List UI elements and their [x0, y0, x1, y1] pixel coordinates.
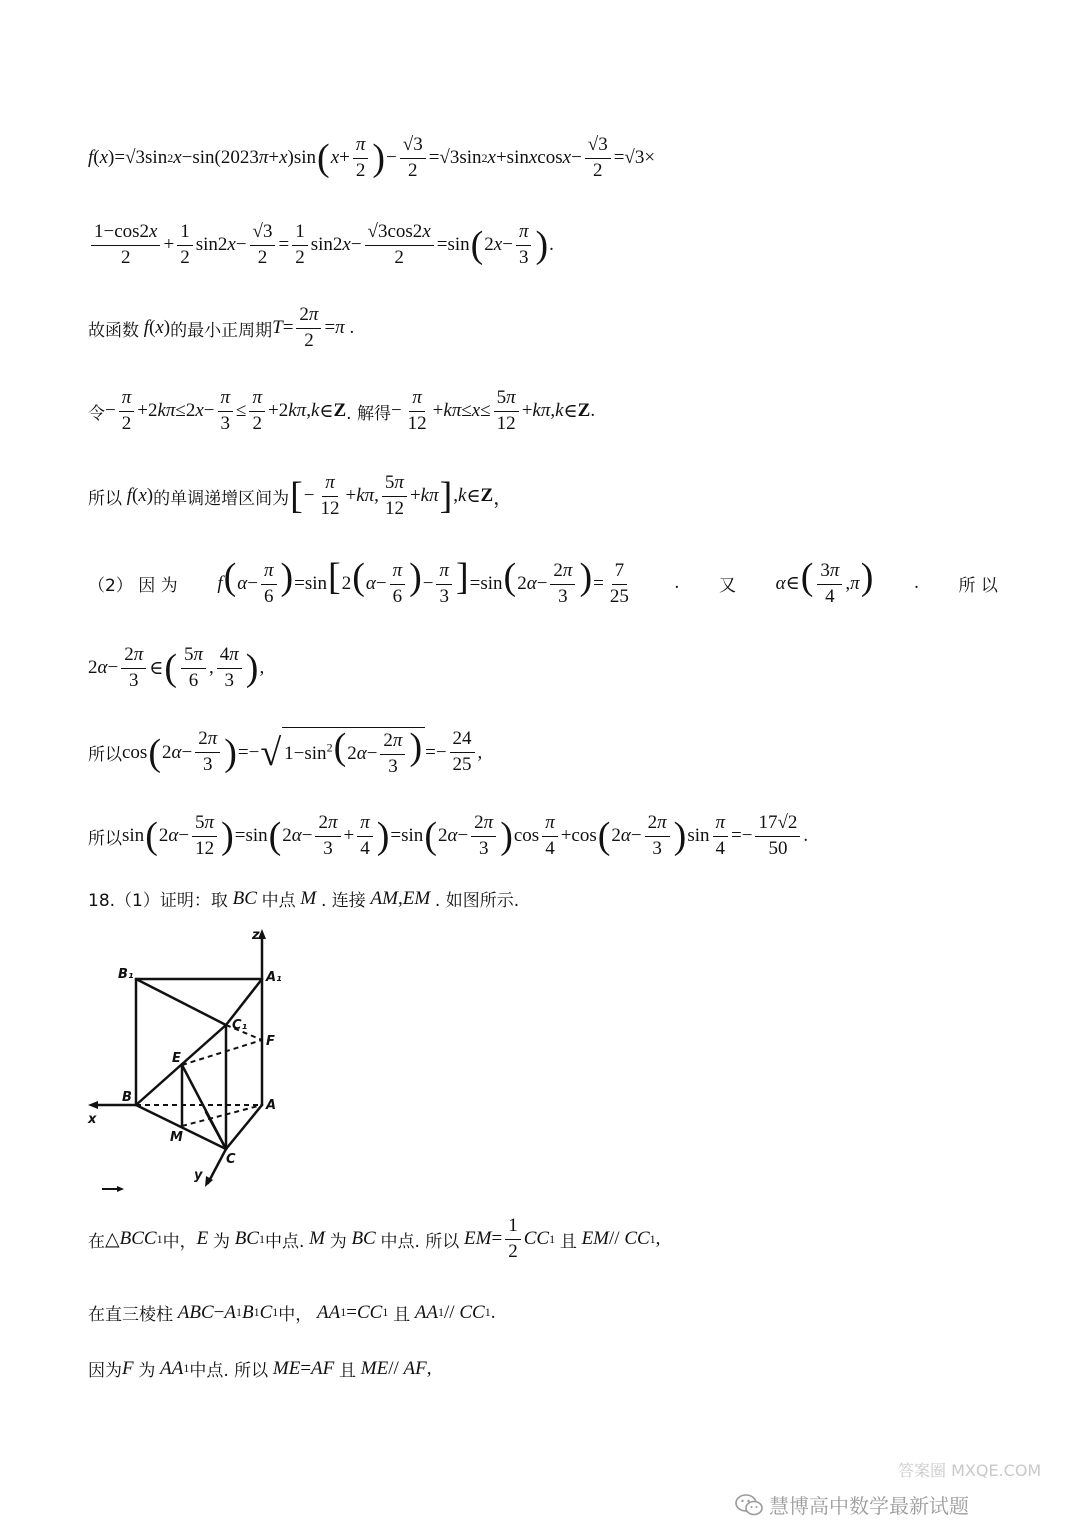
proof-line-2: 在直三棱柱 ABC − A 1 B 1 C 1 中， AA 1 = CC 1 且 AA 1 // CC 1 .	[88, 1301, 496, 1325]
label-b: B	[122, 1090, 132, 1105]
inequality-line: 令 − $\frac{\pi}{2}$ +2 kπ ≤2 x − $\frac{\pi}{3}$ ≤ $\frac{\pi}{2}$ +2 kπ , k ∈ Z . 解得 − $\frac{\pi}{12}$ + kπ ≤ x ≤ $\frac{5\pi}{12}$ + kπ , k ∈ Z .	[88, 387, 596, 434]
problem-18-line: 18.（1）证明：取 BC 中点 M . 连接 AM , EM . 如图所示.	[88, 887, 520, 911]
equation-line-1: f ( x )=√3sin 2 x −sin(2023 π + x )sin ( x + $\frac{\pi}{2}$ ) − $\frac{√3}{2}$ =√3sin 2 x +sin x cos x − $\frac{√3}{2}$ =√3×	[88, 134, 656, 181]
equation-line-2: $\frac{1-\cos 2x}{2}$ + $\frac{1}{2}$ sin2 x − $\frac{√3}{2}$ = $\frac{1}{2}$ sin2 x − $\frac{√3\cos 2x}{2}$ =sin ( 2 x − $\frac{\pi}{3}$ ) .	[88, 222, 554, 269]
label-x: x	[88, 1112, 97, 1127]
label-f: F	[266, 1034, 275, 1049]
cos-line: 所以 cos ( 2 α − $\frac{2\pi}{3}$ ) =− √ $1-\sin^2(2\alpha-$ $\frac{2\pi}{3}$ ) =− $\frac{24}{25}$ ,	[88, 726, 483, 778]
label-y: y	[194, 1168, 203, 1183]
period-line: 故函数 f ( x ) 的最小正周期 T = $\frac{2\pi}{2}$ = π .	[88, 304, 355, 351]
proof-line-3: 因为 F 为 AA 1 中点. 所以 ME = AF 且 ME // AF ,	[88, 1357, 432, 1381]
label-a: A	[266, 1098, 277, 1113]
range-line: 2 α − $\frac{2\pi}{3}$ ∈ ( $\frac{5\pi}{6}$ , $\frac{4\pi}{3}$ ) ,	[88, 644, 265, 691]
part2-line: （2） 因 为 f(α− $\frac{\pi}{6}$ )=sin[2(α− $\frac{\pi}{6}$ )− $\frac{\pi}{3}$ ]=sin(2α− $\frac{2\pi}{3}$ )= $\frac{7}{25}$ . 又 α∈( $\frac{3\pi}{4}$ ,π) . 所 以	[88, 556, 998, 608]
wechat-icon	[735, 1494, 763, 1516]
label-c: C	[226, 1152, 236, 1167]
sin-line: 所以 sin ( 2 α − $\frac{5\pi}{12}$ ) =sin ( 2 α − $\frac{2\pi}{3}$ + $\frac{\pi}{4}$ ) =sin ( 2 α − $\frac{2\pi}{3}$ ) cos $\frac{\pi}{4}$ +cos ( 2 α − $\frac{2\pi}{3}$ ) sin $\frac{\pi}{4}$ =− $\frac{17√2}{50}$ .	[88, 812, 809, 859]
proof-line-1: 在 △ BCC 1 中， E 为 BC 1 中点. M 为 BC 中点. 所以 EM = $\frac{1}{2}$ CC 1 且 EM // CC 1 ,	[88, 1215, 661, 1262]
label-b1: B₁	[118, 967, 134, 982]
label-c1: C₁	[232, 1018, 248, 1033]
label-m: M	[170, 1130, 183, 1145]
label-e: E	[172, 1051, 181, 1066]
prism-figure	[84, 925, 304, 1195]
watermark-logo: 答案圈 MXQE.COM	[898, 1461, 1042, 1480]
watermark-text: 慧博高中数学最新试题	[769, 1494, 969, 1518]
label-z: z	[252, 928, 260, 943]
watermark	[735, 1490, 969, 1519]
interval-line: 所以 f ( x ) 的单调递增区间为 [ − $\frac{\pi}{12}$ + kπ , $\frac{5\pi}{12}$ + kπ ] , k ∈ Z ，	[88, 472, 513, 519]
label-a1: A₁	[266, 970, 282, 985]
